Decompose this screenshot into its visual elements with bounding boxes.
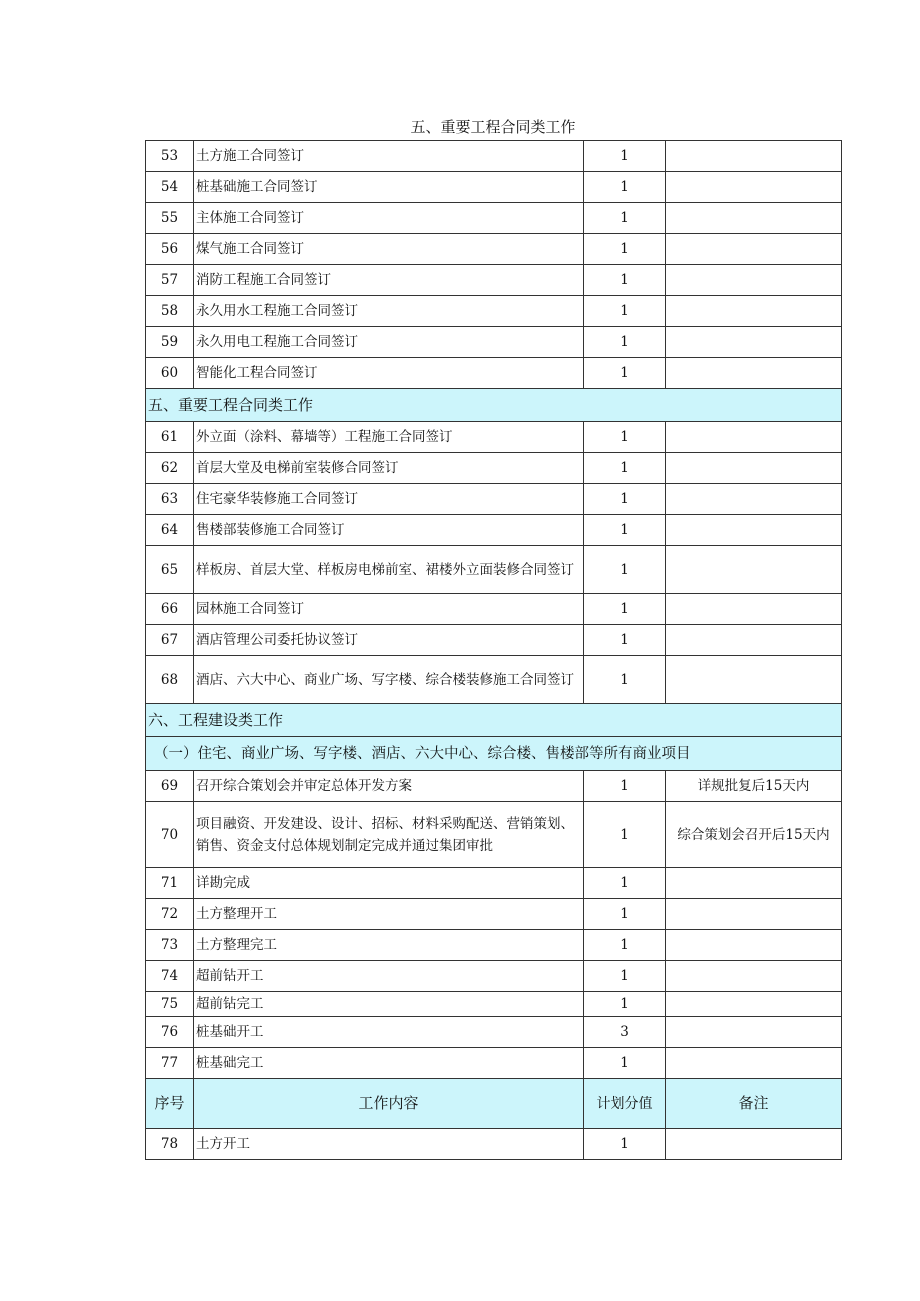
row-number: 61 xyxy=(146,422,194,453)
row-content: 土方施工合同签订 xyxy=(194,141,584,172)
table-row xyxy=(146,656,842,704)
work-table xyxy=(145,140,842,1160)
row-content: 售楼部装修施工合同签订 xyxy=(194,515,584,546)
table-header-row xyxy=(146,1079,842,1129)
row-number: 68 xyxy=(146,656,194,704)
table-row xyxy=(146,771,842,802)
row-score: 1 xyxy=(584,265,666,296)
header-score: 计划分值 xyxy=(584,1079,666,1129)
table-row xyxy=(146,141,842,172)
row-score: 1 xyxy=(584,422,666,453)
row-number: 72 xyxy=(146,899,194,930)
row-score: 1 xyxy=(584,296,666,327)
row-number: 62 xyxy=(146,453,194,484)
row-number: 78 xyxy=(146,1129,194,1160)
row-content: 住宅豪华装修施工合同签订 xyxy=(194,484,584,515)
row-note xyxy=(666,265,842,296)
row-note xyxy=(666,296,842,327)
row-score: 1 xyxy=(584,802,666,868)
header-num: 序号 xyxy=(146,1079,194,1129)
row-score: 1 xyxy=(584,327,666,358)
table-row xyxy=(146,515,842,546)
row-score: 1 xyxy=(584,1048,666,1079)
row-note xyxy=(666,141,842,172)
row-number: 69 xyxy=(146,771,194,802)
row-note xyxy=(666,1048,842,1079)
table-row xyxy=(146,992,842,1017)
row-content: 园林施工合同签订 xyxy=(194,594,584,625)
row-score: 1 xyxy=(584,234,666,265)
table-row xyxy=(146,625,842,656)
row-content: 桩基础施工合同签订 xyxy=(194,172,584,203)
row-score: 1 xyxy=(584,484,666,515)
row-note: 详规批复后15天内 xyxy=(666,771,842,802)
row-number: 59 xyxy=(146,327,194,358)
table-row xyxy=(146,203,842,234)
row-content: 酒店、六大中心、商业广场、写字楼、综合楼装修施工合同签订 xyxy=(194,656,584,704)
table-row xyxy=(146,453,842,484)
row-note xyxy=(666,992,842,1017)
row-note xyxy=(666,422,842,453)
row-score: 1 xyxy=(584,992,666,1017)
row-note xyxy=(666,484,842,515)
section-header-6-label: 六、工程建设类工作 xyxy=(146,704,842,737)
row-note xyxy=(666,625,842,656)
table-row xyxy=(146,1048,842,1079)
table-row xyxy=(146,327,842,358)
row-score: 1 xyxy=(584,515,666,546)
row-note xyxy=(666,453,842,484)
row-content: 土方开工 xyxy=(194,1129,584,1160)
row-score: 1 xyxy=(584,771,666,802)
table-row xyxy=(146,961,842,992)
row-note xyxy=(666,327,842,358)
row-number: 64 xyxy=(146,515,194,546)
row-score: 1 xyxy=(584,141,666,172)
row-number: 66 xyxy=(146,594,194,625)
row-note xyxy=(666,930,842,961)
table-row xyxy=(146,868,842,899)
row-content: 项目融资、开发建设、设计、招标、材料采购配送、营销策划、销售、资金支付总体规划制定完成并通过集团审批 xyxy=(194,802,584,868)
row-content: 土方整理完工 xyxy=(194,930,584,961)
row-content: 酒店管理公司委托协议签订 xyxy=(194,625,584,656)
row-number: 56 xyxy=(146,234,194,265)
row-number: 55 xyxy=(146,203,194,234)
table-row xyxy=(146,802,842,868)
row-number: 60 xyxy=(146,358,194,389)
table-row xyxy=(146,546,842,594)
row-note xyxy=(666,1017,842,1048)
row-content: 永久用水工程施工合同签订 xyxy=(194,296,584,327)
row-number: 70 xyxy=(146,802,194,868)
table-row xyxy=(146,358,842,389)
row-content: 智能化工程合同签订 xyxy=(194,358,584,389)
table-row xyxy=(146,234,842,265)
row-content: 永久用电工程施工合同签订 xyxy=(194,327,584,358)
row-number: 54 xyxy=(146,172,194,203)
row-content: 首层大堂及电梯前室装修合同签订 xyxy=(194,453,584,484)
row-content: 土方整理开工 xyxy=(194,899,584,930)
row-score: 1 xyxy=(584,868,666,899)
row-score: 1 xyxy=(584,961,666,992)
row-number: 67 xyxy=(146,625,194,656)
row-score: 1 xyxy=(584,358,666,389)
row-content: 样板房、首层大堂、样板房电梯前室、裙楼外立面装修合同签订 xyxy=(194,546,584,594)
row-content: 煤气施工合同签订 xyxy=(194,234,584,265)
section-header-5-label: 五、重要工程合同类工作 xyxy=(146,389,842,422)
row-content: 超前钻完工 xyxy=(194,992,584,1017)
header-note: 备注 xyxy=(666,1079,842,1129)
row-score: 1 xyxy=(584,594,666,625)
table-row xyxy=(146,484,842,515)
row-content: 召开综合策划会并审定总体开发方案 xyxy=(194,771,584,802)
row-note xyxy=(666,546,842,594)
row-note xyxy=(666,899,842,930)
row-number: 65 xyxy=(146,546,194,594)
row-score: 1 xyxy=(584,172,666,203)
row-content: 详勘完成 xyxy=(194,868,584,899)
row-score: 1 xyxy=(584,203,666,234)
table-row xyxy=(146,594,842,625)
table-row xyxy=(146,296,842,327)
row-note xyxy=(666,203,842,234)
row-content: 主体施工合同签订 xyxy=(194,203,584,234)
row-content: 桩基础完工 xyxy=(194,1048,584,1079)
row-note xyxy=(666,961,842,992)
row-score: 1 xyxy=(584,899,666,930)
row-score: 1 xyxy=(584,546,666,594)
row-number: 75 xyxy=(146,992,194,1017)
row-note xyxy=(666,656,842,704)
row-content: 消防工程施工合同签订 xyxy=(194,265,584,296)
row-score: 1 xyxy=(584,930,666,961)
section-header-5 xyxy=(146,389,842,422)
row-note xyxy=(666,515,842,546)
row-note xyxy=(666,358,842,389)
row-number: 74 xyxy=(146,961,194,992)
row-number: 63 xyxy=(146,484,194,515)
row-number: 71 xyxy=(146,868,194,899)
table-row xyxy=(146,422,842,453)
row-score: 1 xyxy=(584,1129,666,1160)
table-row xyxy=(146,899,842,930)
row-number: 57 xyxy=(146,265,194,296)
row-number: 53 xyxy=(146,141,194,172)
row-note: 综合策划会召开后15天内 xyxy=(666,802,842,868)
page-title: 五、重要工程合同类工作 xyxy=(410,118,576,136)
table-row xyxy=(146,172,842,203)
row-content: 桩基础开工 xyxy=(194,1017,584,1048)
row-content: 超前钻开工 xyxy=(194,961,584,992)
row-note xyxy=(666,1129,842,1160)
table-row xyxy=(146,930,842,961)
row-score: 3 xyxy=(584,1017,666,1048)
row-note xyxy=(666,868,842,899)
table-row xyxy=(146,1017,842,1048)
row-number: 58 xyxy=(146,296,194,327)
table-row xyxy=(146,265,842,296)
row-note xyxy=(666,594,842,625)
section-header-6 xyxy=(146,704,842,737)
row-content: 外立面（涂料、幕墙等）工程施工合同签订 xyxy=(194,422,584,453)
table-row xyxy=(146,1129,842,1160)
row-score: 1 xyxy=(584,656,666,704)
row-number: 77 xyxy=(146,1048,194,1079)
row-number: 73 xyxy=(146,930,194,961)
row-note xyxy=(666,234,842,265)
row-score: 1 xyxy=(584,625,666,656)
subsection-header-6-1 xyxy=(146,737,842,771)
row-note xyxy=(666,172,842,203)
subsection-header-6-1-label: （一）住宅、商业广场、写字楼、酒店、六大中心、综合楼、售楼部等所有商业项目 xyxy=(146,737,842,771)
row-score: 1 xyxy=(584,453,666,484)
header-content: 工作内容 xyxy=(194,1079,584,1129)
row-number: 76 xyxy=(146,1017,194,1048)
